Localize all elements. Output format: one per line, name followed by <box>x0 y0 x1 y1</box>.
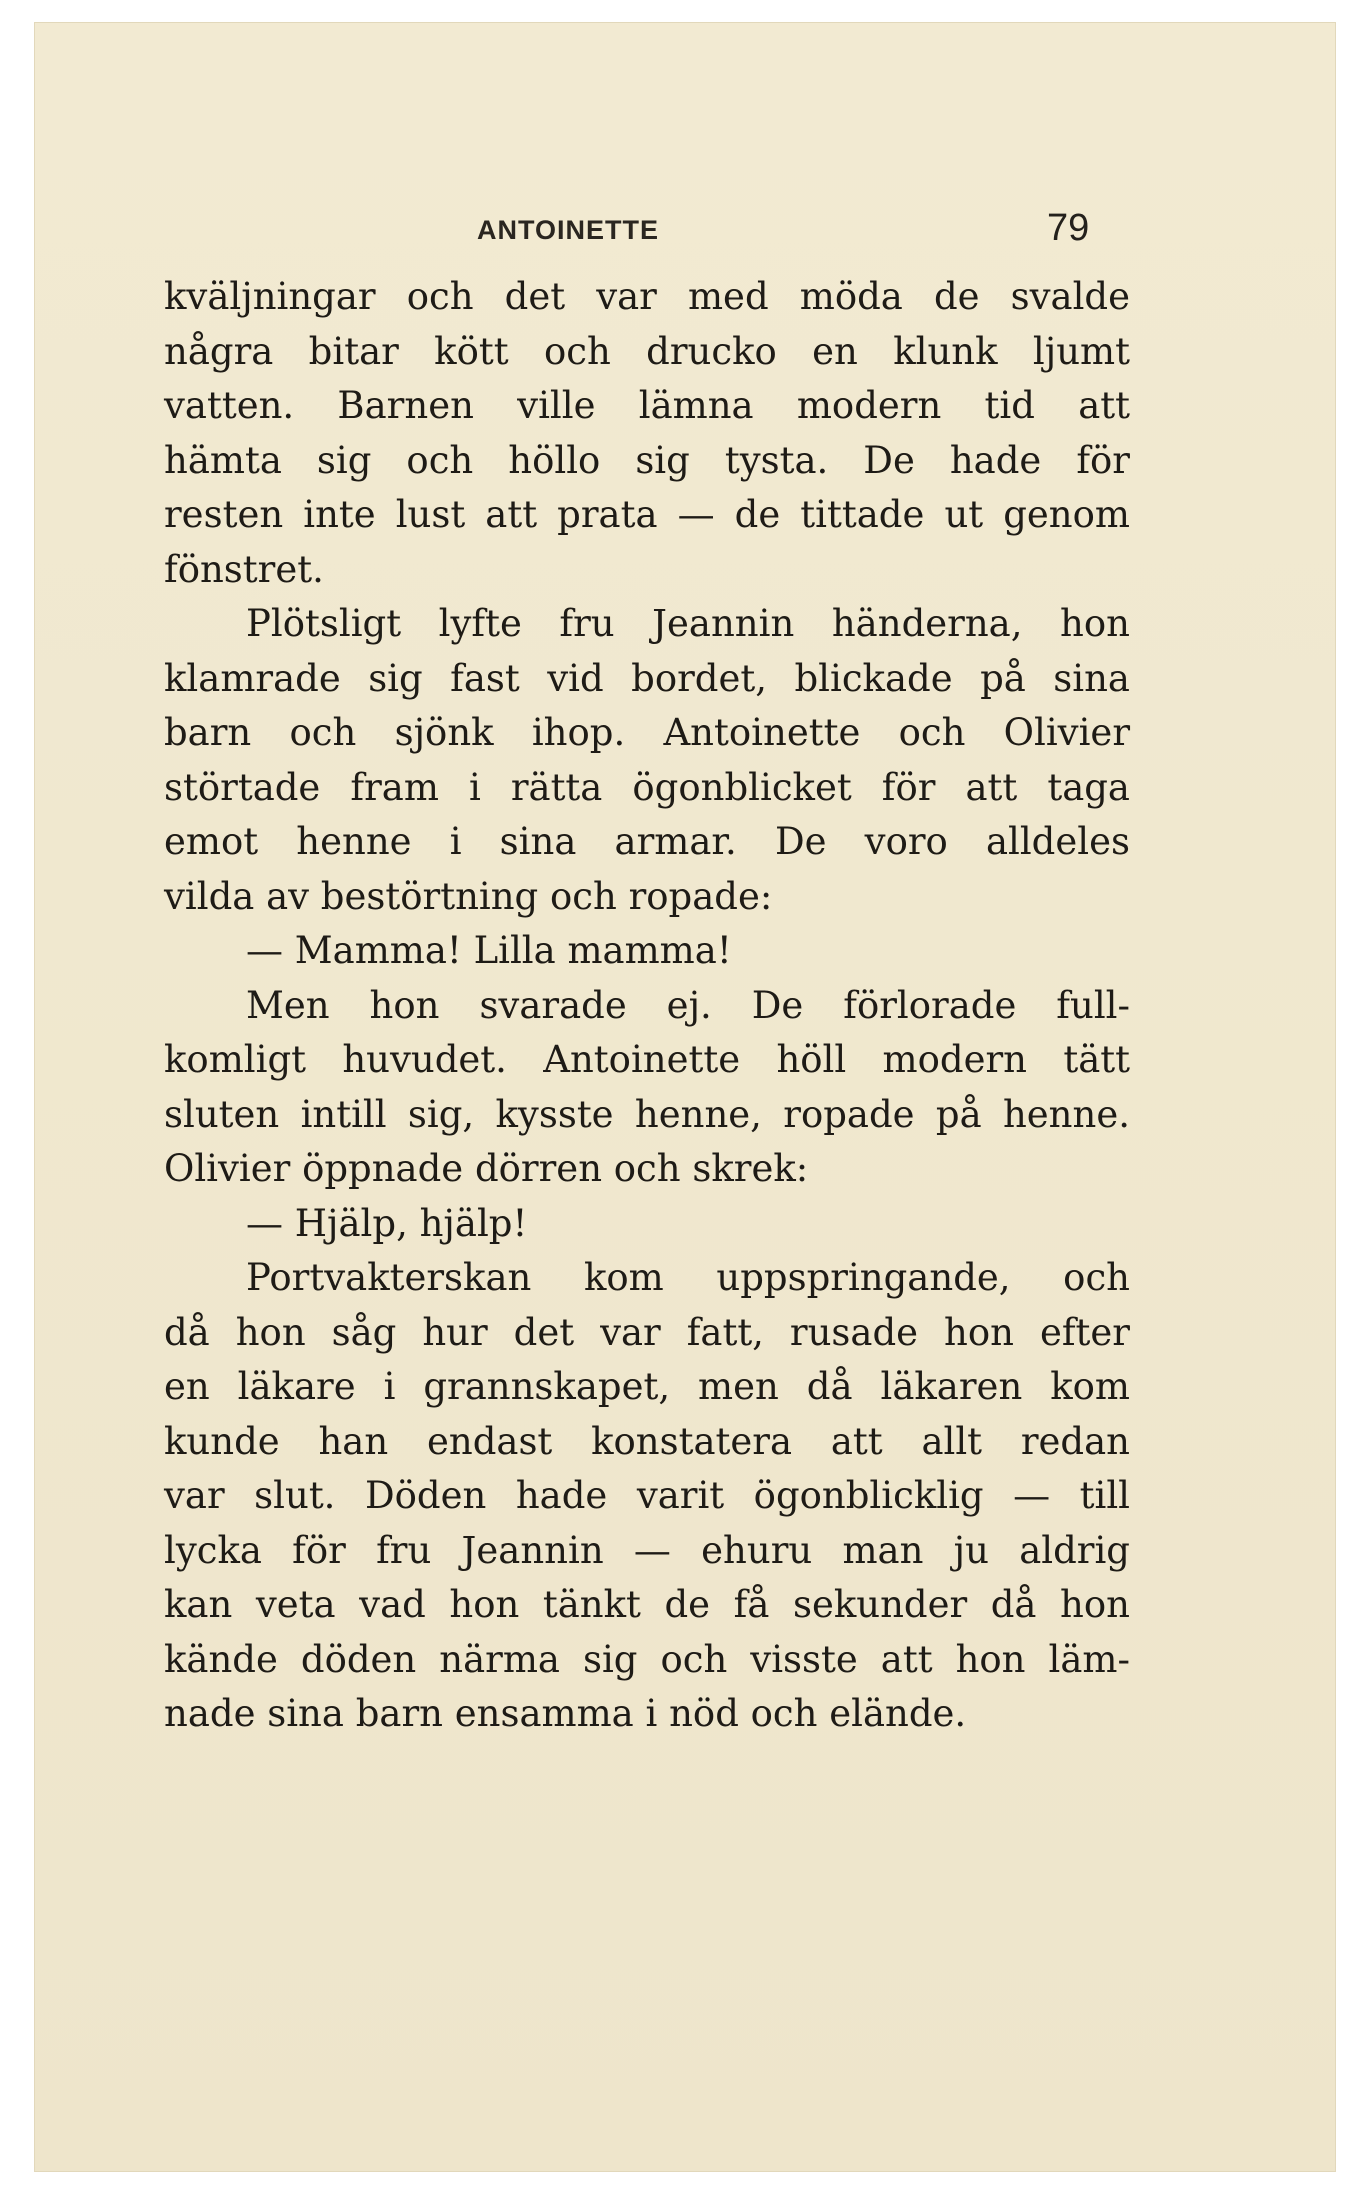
text-line: en läkare i grannskapet, men då läkaren kom <box>164 1365 1130 1408</box>
text-line: kväljningar och det var med möda de svalde <box>164 275 1130 318</box>
text-line: emot henne i sina armar. De voro alldeles <box>164 820 1130 863</box>
text-line: kan veta vad hon tänkt de få sekunder då hon <box>164 1583 1130 1626</box>
text-line: hämta sig och höllo sig tysta. De hade för <box>164 438 1130 482</box>
text-line: resten inte lust att prata — de tittade ut genom <box>164 493 1130 536</box>
text-line: vatten. Barnen ville lämna modern tid att <box>164 384 1130 427</box>
text-line: några bitar kött och drucko en klunk ljumt <box>164 329 1130 373</box>
text-line: störtade fram i rätta ögonblicket för att taga <box>164 765 1130 809</box>
text-line: komligt huvudet. Antoinette höll modern tätt <box>164 1038 1130 1081</box>
page-number: 79 <box>1047 207 1090 249</box>
text-line: vilda av bestörtning och ropade: <box>164 874 773 918</box>
page-header <box>34 207 1336 257</box>
running-head: ANTOINETTE <box>477 215 660 245</box>
text-line: Plötsligt lyfte fru Jeannin händerna, hon <box>246 602 1130 645</box>
body-text <box>164 270 1130 1742</box>
text-line: sluten intill sig, kysste henne, ropade på henne. <box>164 1092 1130 1136</box>
text-line: — Hjälp, hjälp! <box>246 1201 528 1245</box>
text-line: då hon såg hur det var fatt, rusade hon efter <box>164 1310 1130 1354</box>
text-line: fönstret. <box>164 547 324 591</box>
text-line: Men hon svarade ej. De förlorade full- <box>246 983 1130 1027</box>
text-line: kunde han endast konstatera att allt redan <box>164 1419 1130 1463</box>
text-line: kände döden närma sig och visste att hon läm- <box>164 1637 1130 1681</box>
book-page <box>34 22 1336 2172</box>
text-line: barn och sjönk ihop. Antoinette och Olivier <box>164 711 1130 754</box>
text-line: Olivier öppnade dörren och skrek: <box>164 1147 809 1190</box>
text-line: lycka för fru Jeannin — ehuru man ju aldrig <box>164 1528 1130 1572</box>
text-line: nade sina barn ensamma i nöd och elände. <box>164 1692 967 1735</box>
text-line: — Mamma! Lilla mamma! <box>246 929 732 972</box>
text-line: klamrade sig fast vid bordet, blickade på sina <box>164 656 1130 700</box>
text-line: Portvakterskan kom uppspringande, och <box>246 1256 1130 1299</box>
text-line: var slut. Döden hade varit ögonblicklig — till <box>164 1474 1130 1517</box>
